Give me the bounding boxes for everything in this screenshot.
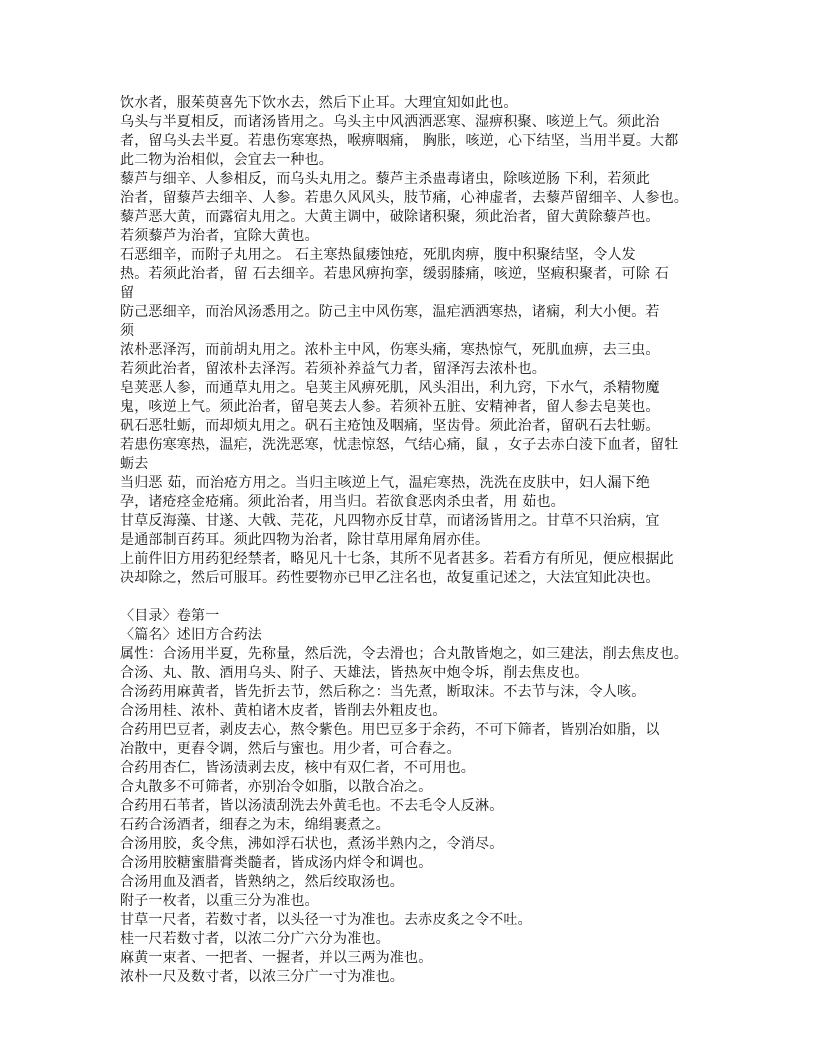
text-line: 麻黄一束者、一把者、一握者，并以三两为准也。 xyxy=(120,950,433,966)
text-line: 甘草反海藻、甘遂、大戟、芫花，凡四物亦反甘草，而诸汤皆用之。甘草不只治病，宜 xyxy=(120,513,660,529)
section-old-prescription-methods xyxy=(120,607,720,987)
text-line: 藜芦与细辛、人参相反，而乌头丸用之。藜芦主杀蛊毒诸虫，除咳逆肠 下利，若须此 xyxy=(120,171,651,187)
text-line: 石药合汤酒者，细舂之为末，绵绢裹煮之。 xyxy=(120,817,390,833)
text-line: 石恶细辛，而附子丸用之。 石主寒热鼠瘘蚀疮，死肌肉痹，腹中积聚结坚，令人发 xyxy=(120,247,636,263)
text-line: 乌头与半夏相反，而诸汤皆用之。乌头主中风洒洒恶寒、湿痹积聚、咳逆上气。须此治 xyxy=(120,114,660,130)
text-line: 甘草一尺者，若数寸者，以头径一寸为准也。去赤皮炙之令不吐。 xyxy=(120,912,532,928)
text-line: 此二物为治相似，会宜去一种也。 xyxy=(120,152,333,168)
text-line: 是通部制百药耳。须此四物为治者，除甘草用犀角屑亦佳。 xyxy=(120,532,490,548)
text-line: 饮水者，服茱萸喜先下饮水去，然后下止耳。大理宜知如此也。 xyxy=(120,95,518,111)
text-line: 合汤用桂、浓朴、黄柏诸木皮者，皆削去外粗皮也。 xyxy=(120,703,447,719)
text-line: 者，留乌头去半夏。若患伤寒寒热，喉痹咽痛， 胸胀，咳逆，心下结坚，当用半夏。大都 xyxy=(120,133,679,149)
text-line: 鬼，咳逆上气。须此治者，留皂荚去人参。若须补五脏、安精神者，留人参去皂荚也。 xyxy=(120,399,660,415)
text-line: 热。若须此治者，留 石去细辛。若患风痹拘挛，缓弱膝痛，咳逆，坚瘕积聚者，可除 石 xyxy=(120,266,669,282)
text-line: 合汤、丸、散、酒用乌头、附子、天雄法，皆热灰中炮令坼，削去焦皮也。 xyxy=(120,665,589,681)
text-line: 〈目录〉卷第一 xyxy=(120,608,220,624)
text-line: 若患伤寒寒热，温疟，洗洗恶寒，忧恚惊怒，气结心痛，鼠 ，女子去赤白淩下血者，留牡 xyxy=(120,437,679,453)
text-line: 属性：合汤用半夏，先称量，然后洗，令去滑也；合丸散皆炮之，如三建法，削去焦皮也。 xyxy=(120,646,688,662)
text-line: 治者，留藜芦去细辛、人参。若患久风风头，肢节痛，心神虚者，去藜芦留细辛、人参也。 xyxy=(120,190,688,206)
text-line: 冶散中，更舂令调，然后与蜜也。用少者，可合舂之。 xyxy=(120,741,461,757)
text-line: 合丸散多不可筛者，亦别冶令如脂，以散合冶之。 xyxy=(120,779,433,795)
text-line: 合药用巴豆者，剥皮去心，熬令紫色。用巴豆多于余药，不可下筛者，皆别冶如脂，以 xyxy=(120,722,660,738)
text-line: 若须藜芦为治者，宜除大黄也。 xyxy=(120,228,319,244)
text-line: 皂荚恶人参，而通草丸用之。皂荚主风痹死肌，风头泪出，利九窍，下水气，杀精物魔 xyxy=(120,380,660,396)
text-line: 矾石恶牡蛎，而却烦丸用之。矾石主疮蚀及咽痛，坚齿骨。须此治者，留矾石去牡蛎。 xyxy=(120,418,660,434)
text-line: 合药用杏仁，皆汤渍剥去皮，核中有双仁者，不可用也。 xyxy=(120,760,475,776)
text-line: 附子一枚者，以重三分为准也。 xyxy=(120,893,319,909)
text-line: 上前件旧方用药犯经禁者，略见凡十七条，其所不见者甚多。若看方有所见，便应根据此 xyxy=(120,551,674,567)
text-line: 浓朴一尺及数寸者，以浓三分广一寸为准也。 xyxy=(120,969,404,985)
section-drug-incompatibilities xyxy=(120,94,720,588)
text-line: 〈篇名〉述旧方合药法 xyxy=(120,627,262,643)
text-line: 浓朴恶泽泻，而前胡丸用之。浓朴主中风，伤寒头痛，寒热惊气，死肌血痹，去三虫。 xyxy=(120,342,660,358)
text-line: 桂一尺若数寸者，以浓二分广六分为准也。 xyxy=(120,931,390,947)
text-line: 蛎去 xyxy=(120,456,149,472)
text-line: 合汤用胶糖蜜腊膏类髓者，皆成汤内烊令和调也。 xyxy=(120,855,433,871)
document-body xyxy=(120,94,720,987)
text-line: 若须此治者，留浓朴去泽泻。若须补养益气力者，留泽泻去浓朴也。 xyxy=(120,361,546,377)
text-line: 当归恶 茹，而治疮方用之。当归主咳逆上气，温疟寒热，洗洗在皮肤中，妇人漏下绝 xyxy=(120,475,651,491)
text-line: 留 xyxy=(120,285,135,301)
text-line: 合汤药用麻黄者，皆先折去节，然后称之：当先煮，断取沫。不去节与沫，令人咳。 xyxy=(120,684,646,700)
text-line: 合药用石苇者，皆以汤渍刮洗去外黄毛也。不去毛令人反淋。 xyxy=(120,798,504,814)
blank-line xyxy=(120,588,720,607)
text-line: 须 xyxy=(120,323,135,339)
text-line: 防己恶细辛，而治风汤悉用之。防己主中风伤寒，温疟洒洒寒热，诸痫，利大小便。若 xyxy=(120,304,660,320)
text-line: 孕，诸疮痉金疮痛。须此治者，用当归。若欲食恶肉杀虫者，用 茹也。 xyxy=(120,494,565,510)
text-line: 合汤用胶，炙令焦，沸如浮石状也，煮汤半熟内之，令消尽。 xyxy=(120,836,504,852)
text-line: 藜芦恶大黄，而露宿丸用之。大黄主调中，破除诸积聚，须此治者，留大黄除藜芦也。 xyxy=(120,209,660,225)
text-line: 合汤用血及酒者，皆熟纳之，然后绞取汤也。 xyxy=(120,874,404,890)
text-line: 决却除之，然后可服耳。药性要物亦已甲乙注名也，故复重记述之，大法宜知此决也。 xyxy=(120,570,660,586)
